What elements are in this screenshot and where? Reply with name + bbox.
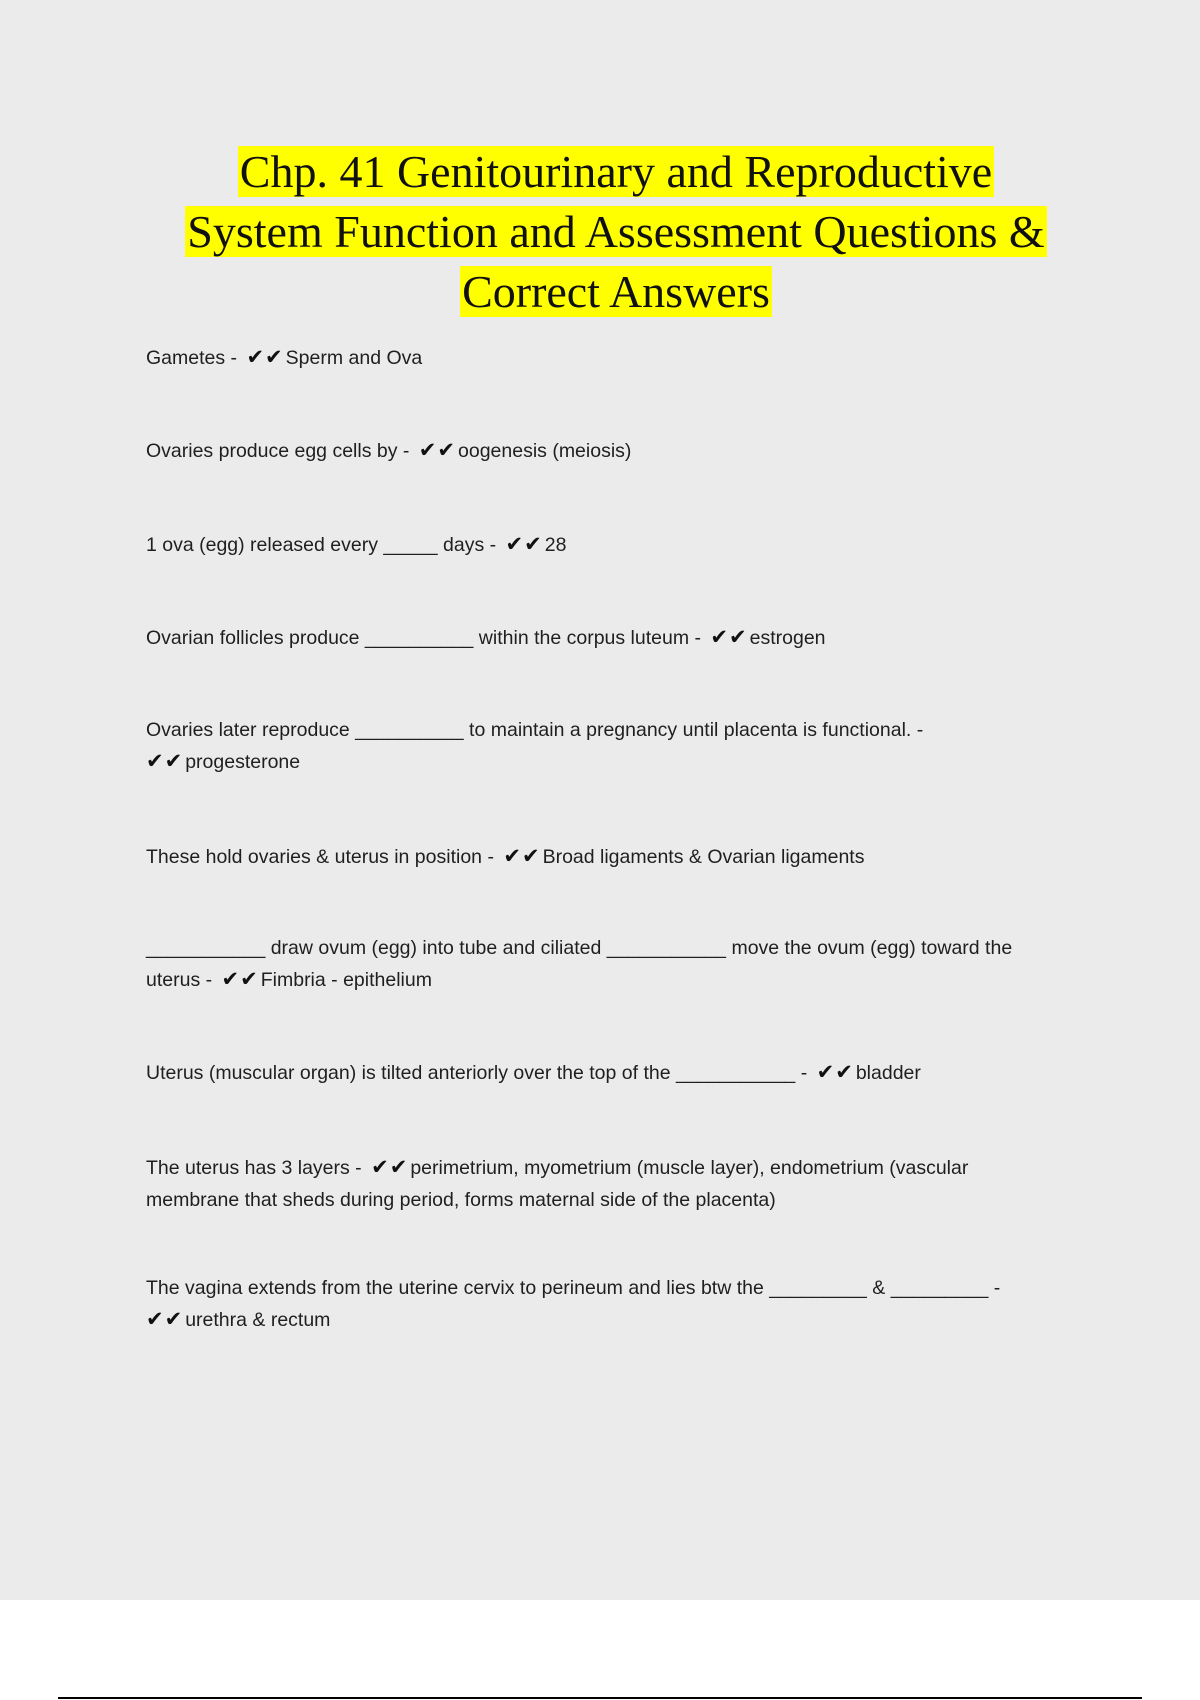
double-check-icon: ✔✔ [503, 844, 541, 868]
question-text: Uterus (muscular organ) is tilted anteriorly over the top of the ___________ - [146, 1062, 808, 1084]
question-text: Gametes - [146, 347, 238, 369]
answer-text: perimetrium, myometrium (muscle layer), endometrium (vascular membrane that sheds during period, forms maternal side of the placenta) [146, 1157, 969, 1211]
question-text: Ovarian follicles produce __________ within the corpus luteum - [146, 627, 701, 649]
question-text: 1 ova (egg) released every _____ days - [146, 534, 497, 556]
double-check-icon: ✔✔ [221, 967, 259, 991]
qa-item-8 [146, 1057, 1046, 1089]
double-check-icon: ✔✔ [816, 1060, 854, 1084]
title-line-3: Correct Answers [462, 266, 770, 317]
double-check-icon: ✔✔ [146, 1307, 184, 1331]
qa-item-10 [146, 1272, 1046, 1336]
answer-text: 28 [544, 534, 567, 556]
qa-item-6 [146, 841, 1046, 873]
question-text: ___________ draw ovum (egg) into tube and ciliated ___________ move the ovum (egg) toward the uterus - [146, 937, 1013, 991]
title-line-1: Chp. 41 Genitourinary and Reproductive [239, 146, 993, 197]
footer-divider [58, 1697, 1142, 1699]
qa-item-1 [146, 342, 1046, 374]
qa-item-7 [146, 932, 1046, 996]
question-text: These hold ovaries & uterus in position - [146, 846, 494, 868]
question-text: Ovaries later reproduce __________ to maintain a pregnancy until placenta is functional. - [146, 719, 924, 741]
double-check-icon: ✔✔ [371, 1155, 409, 1179]
answer-text: oogenesis (meiosis) [458, 440, 632, 462]
question-text: The vagina extends from the uterine cervix to perineum and lies btw the _________ & _________ - [146, 1277, 1001, 1299]
double-check-icon: ✔✔ [710, 625, 748, 649]
answer-text: Fimbria - epithelium [260, 969, 432, 991]
title-line-2: System Function and Assessment Questions & [187, 206, 1045, 257]
answer-text: Sperm and Ova [285, 347, 423, 369]
double-check-icon: ✔✔ [246, 345, 284, 369]
question-text: The uterus has 3 layers - [146, 1157, 362, 1179]
question-text: Ovaries produce egg cells by - [146, 440, 410, 462]
answer-text: progesterone [185, 751, 301, 773]
qa-item-5 [146, 714, 1046, 778]
double-check-icon: ✔✔ [505, 532, 543, 556]
page-title [100, 142, 1132, 322]
qa-item-2 [146, 435, 1046, 467]
qa-item-3 [146, 529, 1046, 561]
double-check-icon: ✔✔ [146, 749, 184, 773]
answer-text: bladder [855, 1062, 921, 1084]
qa-item-4 [146, 622, 1046, 654]
answer-text: urethra & rectum [185, 1309, 331, 1331]
answer-text: Broad ligaments & Ovarian ligaments [542, 846, 865, 868]
qa-item-9 [146, 1152, 1046, 1216]
double-check-icon: ✔✔ [418, 438, 456, 462]
answer-text: estrogen [749, 627, 826, 649]
